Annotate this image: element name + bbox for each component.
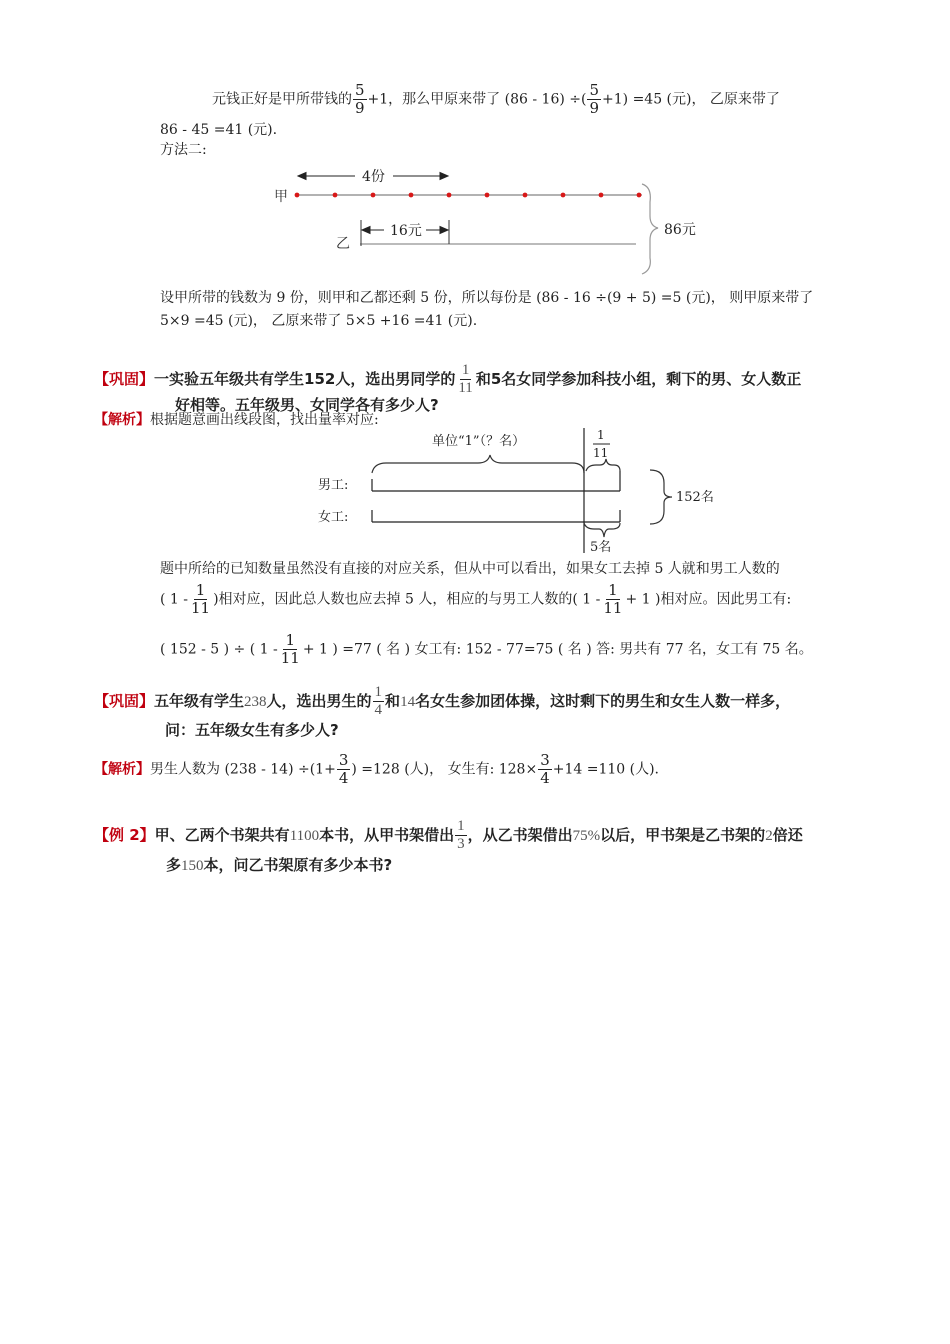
sixteen-label: 16元 bbox=[390, 223, 422, 239]
five-brace bbox=[584, 523, 620, 537]
fraction-1-11: $\frac{1}{11}$ bbox=[458, 362, 473, 396]
dot-7 bbox=[523, 193, 528, 198]
total-152-label: 152名 bbox=[676, 490, 714, 505]
method1-line2: 86 - 45 =41 (元). bbox=[160, 122, 278, 138]
ex2-line2: 多150本，问乙书架原有多少本书? bbox=[166, 856, 393, 874]
a2-tag: 【解析】 bbox=[94, 761, 150, 778]
fraction-5-9-b: $\frac{5}{9}$ bbox=[589, 81, 600, 117]
method2-title: 方法二: bbox=[160, 142, 207, 158]
method1-line1: 元钱正好是甲所带钱的 $\frac{5}{9}$ +1，那么甲原来带了 (86 - 16) ÷( $\frac{5}{9}$ +1) =45 (元)， 乙原来带了 bbox=[212, 81, 780, 117]
method2-line-diagram bbox=[260, 160, 720, 280]
q2-line2: 问：五年级女生有多少人? bbox=[165, 721, 339, 739]
dot-3 bbox=[371, 193, 376, 198]
a1-intro: 【解析】根据题意画出线段图，找出量率对应: bbox=[94, 412, 379, 428]
eleventh-brace bbox=[586, 459, 620, 471]
a1-text-line2: ( 1 - $\frac{1}{11}$ )相对应，因此总人数也应去掉 5 人，相应的与男工人数的( 1 - $\frac{1}{11}$ + 1 )相对应。因此男工有: bbox=[160, 581, 792, 617]
dot-4 bbox=[409, 193, 414, 198]
five-label: 5名 bbox=[590, 540, 612, 555]
ex2-tag: 【例 2】 bbox=[94, 826, 155, 844]
a1-segment-diagram bbox=[310, 425, 730, 560]
fraction-1-11-a: $\frac{1}{11}$ bbox=[191, 581, 211, 617]
fraction-5-9: $\frac{5}{9}$ bbox=[355, 81, 365, 117]
q1-tag: 【巩固】 bbox=[94, 370, 155, 388]
dot-5 bbox=[447, 193, 452, 198]
unit-one-brace bbox=[372, 455, 584, 473]
fraction-1-11-c: $\frac{1}{11}$ bbox=[280, 631, 300, 667]
dot-2 bbox=[333, 193, 338, 198]
fraction-1-3: $\frac{1}{3}$ bbox=[457, 818, 465, 852]
total-brace bbox=[642, 184, 658, 274]
q2-tag: 【巩固】 bbox=[94, 692, 155, 710]
dot-9 bbox=[599, 193, 604, 198]
fraction-1-4: $\frac{1}{4}$ bbox=[374, 684, 383, 718]
dot-8 bbox=[561, 193, 566, 198]
dot-1 bbox=[295, 193, 300, 198]
total-label: 86元 bbox=[664, 222, 696, 238]
q1-line1: 【巩固】一实验五年级共有学生152人，选出男同学的 $\frac{1}{11}$ 和5名女同学参加科技小组，剩下的男、女人数正 bbox=[94, 362, 802, 396]
dot-10 bbox=[637, 193, 642, 198]
label-jia: 甲 bbox=[274, 189, 288, 205]
a1-text-line1: 题中所给的已知数量虽然没有直接的对应关系，但从中可以看出，如果女工去掉 5 人就和男工人数的 bbox=[160, 561, 780, 577]
frac-1-11-den: 11 bbox=[593, 446, 609, 460]
male-label: 男工: bbox=[318, 478, 349, 493]
a2-line: 【解析】男生人数为 (238 - 14) ÷(1+ $\frac{3}{4}$ ) =128 (人)， 女生有: 128× $\frac{3}{4}$ +14 =110 (人). bbox=[94, 751, 660, 787]
ex2-line1: 【例 2】甲、乙两个书架共有1100本书，从甲书架借出 $\frac{1}{3}$ ，从乙书架借出75%以后，甲书架是乙书架的2倍还 bbox=[94, 818, 803, 852]
frac-1-11-num: 1 bbox=[597, 428, 605, 442]
method2-para-line1: 设甲所带的钱数为 9 份，则甲和乙都还剩 5 份，所以每份是 (86 - 16 ÷(9 + 5) =5 (元)， 则甲原来带了 bbox=[160, 290, 814, 306]
total-brace-152 bbox=[650, 470, 672, 524]
female-label: 女工: bbox=[318, 510, 349, 525]
label-yi: 乙 bbox=[336, 236, 350, 252]
dot-6 bbox=[485, 193, 490, 198]
method2-para-line2: 5×9 =45 (元)， 乙原来带了 5×5 +16 =41 (元). bbox=[160, 313, 478, 329]
a1-tag: 【解析】 bbox=[94, 412, 150, 428]
fraction-3-4: $\frac{3}{4}$ bbox=[338, 751, 349, 787]
fraction-1-11-b: $\frac{1}{11}$ bbox=[603, 581, 623, 617]
q2-line1: 【巩固】五年级有学生238人，选出男生的 $\frac{1}{4}$ 和14名女生参加团体操，这时剩下的男生和女生人数一样多， bbox=[94, 684, 791, 718]
a1-text-line3: ( 152 - 5 ) ÷ ( 1 - $\frac{1}{11}$ + 1 ) =77 ( 名 ) 女工有: 152 - 77=75 ( 名 ) 答: 男共有 77 名，女工有 75 名。 bbox=[160, 631, 813, 667]
unit-one-label: 单位“1”（？名） bbox=[432, 434, 526, 449]
fraction-3-4-b: $\frac{3}{4}$ bbox=[540, 751, 550, 787]
q1-line2: 好相等。五年级男、女同学各有多少人? bbox=[175, 396, 439, 414]
four-parts-label: 4份 bbox=[362, 169, 385, 185]
